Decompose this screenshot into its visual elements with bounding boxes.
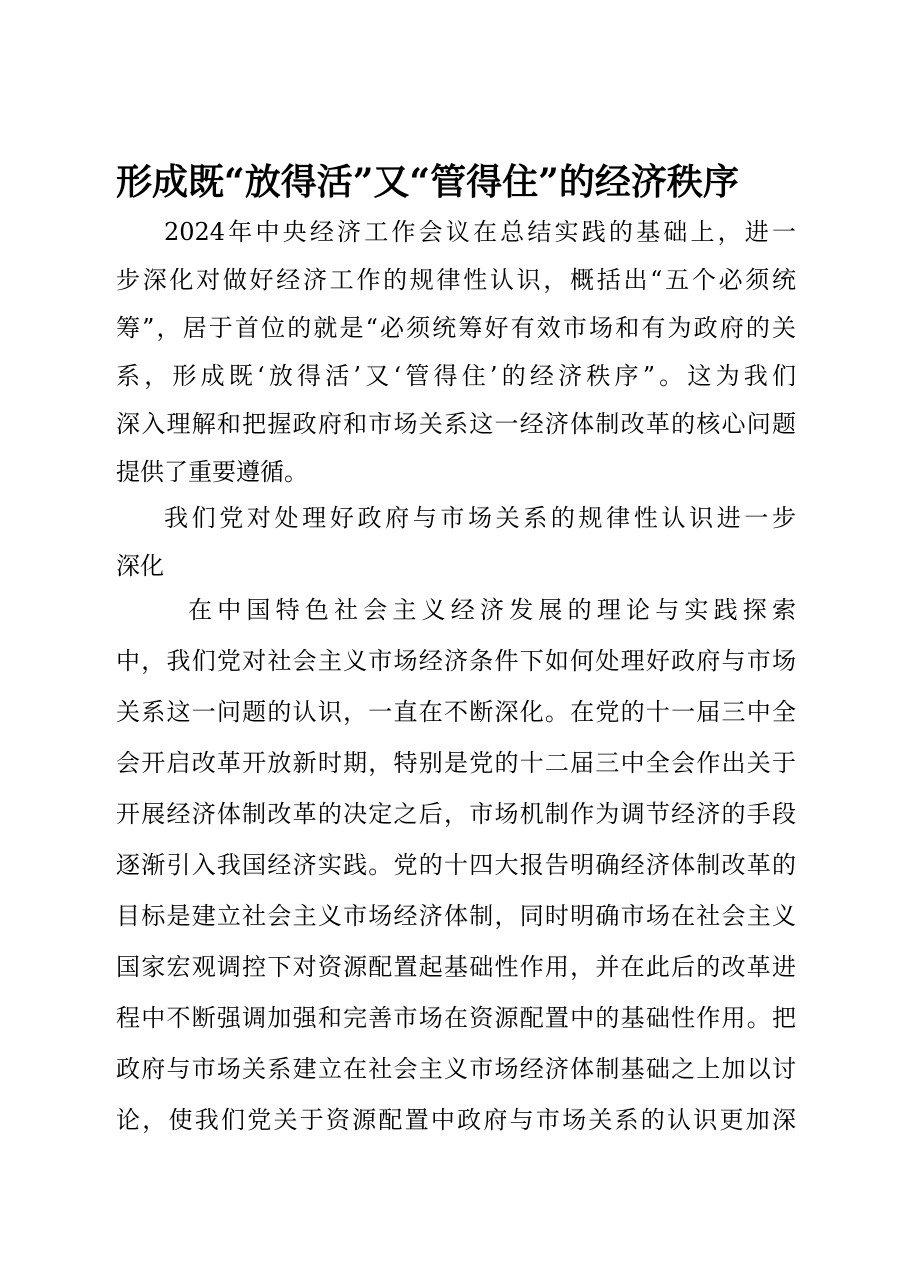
paragraph-3-line-10: 政府与市场关系建立在社会主义市场经济体制基础之上加以讨 [116, 1055, 796, 1083]
paragraph-3-line-4: 会开启改革开放新时期，特别是党的十二届三中全会作出关于 [116, 749, 796, 777]
paragraph-3-line-6: 逐渐引入我国经济实践。党的十四大报告明确经济体制改革的 [116, 851, 796, 879]
section-heading-line-2: 深化 [116, 552, 164, 580]
paragraph-3-line-1: 在中国特色社会主义经济发展的理论与实践探索 [188, 596, 796, 624]
paragraph-1-line-3: 筹”，居于首位的就是“必须统筹好有效市场和有为政府的关 [116, 314, 796, 342]
paragraph-1-line-1: 2024年中央经济工作会议在总结实践的基础上，进一 [164, 218, 796, 246]
paragraph-3-line-11: 论，使我们党关于资源配置中政府与市场关系的认识更加深 [116, 1106, 796, 1134]
paragraph-3-line-2: 中，我们党对社会主义市场经济条件下如何处理好政府与市场 [116, 647, 796, 675]
paragraph-3-line-3: 关系这一问题的认识，一直在不断深化。在党的十一届三中全 [116, 698, 796, 726]
paragraph-3-line-9: 程中不断强调加强和完善市场在资源配置中的基础性作用。把 [116, 1004, 796, 1032]
paragraph-3-line-8: 国家宏观调控下对资源配置起基础性作用，并在此后的改革进 [116, 953, 796, 981]
paragraph-1-line-4: 系，形成既‘放得活’又‘管得住’的经济秩序”。这为我们 [116, 362, 796, 390]
paragraph-3-line-7: 目标是建立社会主义市场经济体制，同时明确市场在社会主义 [116, 902, 796, 930]
document-title: 形成既“放得活”又“管得住”的经济秩序 [116, 161, 739, 203]
paragraph-1-line-2: 步深化对做好经济工作的规律性认识，概括出“五个必须统 [116, 266, 796, 294]
paragraph-3-line-5: 开展经济体制改革的决定之后，市场机制作为调节经济的手段 [116, 800, 796, 828]
section-heading-line-1: 我们党对处理好政府与市场关系的规律性认识进一步 [164, 504, 796, 532]
paragraph-1-line-6: 提供了重要遵循。 [116, 458, 308, 486]
paragraph-1-line-5: 深入理解和把握政府和市场关系这一经济体制改革的核心问题 [116, 410, 796, 438]
